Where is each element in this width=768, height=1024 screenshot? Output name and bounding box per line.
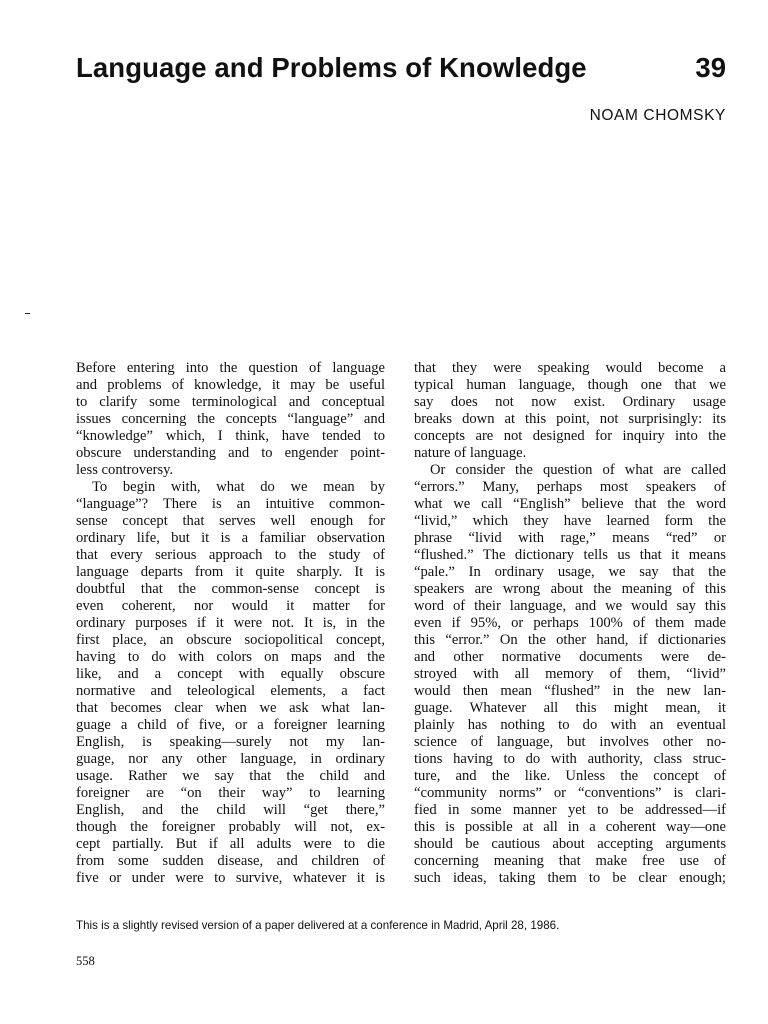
text-line: ordinary purposes if it were not. It is, in the <box>76 615 385 631</box>
text-line: issues concerning the concepts “language” and <box>76 411 385 427</box>
text-line: stroyed with all memory of them, “livid” <box>414 666 726 682</box>
text-line: fied in some manner yet to be addressed—if <box>414 802 726 818</box>
text-line: “pale.” In ordinary usage, we say that the <box>414 564 726 580</box>
text-line: Before entering into the question of language <box>76 360 385 376</box>
text-line: obscure understanding and to engender point- <box>76 445 385 461</box>
text-line: plainly has nothing to do with an eventual <box>414 717 726 733</box>
footnote: This is a slightly revised version of a paper delivered at a conference in Madrid, April 28, 1986. <box>76 919 560 932</box>
text-line: five or under were to survive, whatever it is <box>76 870 385 886</box>
text-line: English, is speaking—surely not my lan- <box>76 734 385 750</box>
text-line: language departs from it quite sharply. It is <box>76 564 385 580</box>
text-line: “flushed.” The dictionary tells us that it means <box>414 547 726 563</box>
text-line: foreigner are “on their way” to learning <box>76 785 385 801</box>
text-line: science of language, but involves other no- <box>414 734 726 750</box>
text-line: this “error.” On the other hand, if dictionaries <box>414 632 726 648</box>
text-line: that they were speaking would become a <box>414 360 726 376</box>
text-line: and problems of knowledge, it may be useful <box>76 377 385 393</box>
text-line: doubtful that the common-sense concept is <box>76 581 385 597</box>
text-line: “knowledge” which, I think, have tended to <box>76 428 385 444</box>
text-line: usage. Rather we say that the child and <box>76 768 385 784</box>
text-line: this is possible at all in a coherent way—one <box>414 819 726 835</box>
text-line: guage. Whatever all this might mean, it <box>414 700 726 716</box>
text-line: that becomes clear when we ask what lan- <box>76 700 385 716</box>
margin-mark <box>25 313 30 314</box>
text-line: what we call “English” believe that the word <box>414 496 726 512</box>
text-line: and other normative documents were de- <box>414 649 726 665</box>
text-line: like, and a concept with equally obscure <box>76 666 385 682</box>
text-line: tions having to do with authority, class struc- <box>414 751 726 767</box>
text-line: word of their language, and we would say this <box>414 598 726 614</box>
text-line: normative and teleological elements, a fact <box>76 683 385 699</box>
text-line: having to do with colors on maps and the <box>76 649 385 665</box>
text-line: that every serious approach to the study of <box>76 547 385 563</box>
text-line: typical human language, though one that we <box>414 377 726 393</box>
chapter-number: 39 <box>695 52 726 83</box>
text-line: say does not now exist. Ordinary usage <box>414 394 726 410</box>
text-line: concepts are not designed for inquiry into the <box>414 428 726 444</box>
page-title: Language and Problems of Knowledge <box>76 52 587 83</box>
text-line: “language”? There is an intuitive common- <box>76 496 385 512</box>
text-line: “livid,” which they have learned form the <box>414 513 726 529</box>
text-line: cept partially. But if all adults were to die <box>76 836 385 852</box>
text-line: speakers are wrong about the meaning of this <box>414 581 726 597</box>
text-line: phrase “livid with rage,” means “red” or <box>414 530 726 546</box>
right-column <box>414 360 726 887</box>
text-line: sense concept that serves well enough for <box>76 513 385 529</box>
text-line: ture, and the like. Unless the concept of <box>414 768 726 784</box>
text-line: breaks down at this point, not surprisingly: its <box>414 411 726 427</box>
text-line: even coherent, nor would it matter for <box>76 598 385 614</box>
text-line: “errors.” Many, perhaps most speakers of <box>414 479 726 495</box>
left-column <box>76 360 385 887</box>
text-line: concerning meaning that make free use of <box>414 853 726 869</box>
author-name: NOAM CHOMSKY <box>589 107 726 124</box>
text-line: Or consider the question of what are called <box>430 462 726 478</box>
text-line: first place, an obscure sociopolitical concept, <box>76 632 385 648</box>
text-line: ordinary life, but it is a familiar observation <box>76 530 385 546</box>
text-line: less controversy. <box>76 462 174 478</box>
text-line: even if 95%, or perhaps 100% of them made <box>414 615 726 631</box>
text-line: To begin with, what do we mean by <box>92 479 385 495</box>
text-line: “community norms” or “conventions” is clari- <box>414 785 726 801</box>
text-line: from some sudden disease, and children of <box>76 853 385 869</box>
text-line: English, and the child will “get there,” <box>76 802 385 818</box>
page-number: 558 <box>76 954 95 968</box>
text-line: such ideas, taking them to be clear enough; <box>414 870 726 886</box>
text-line: though the foreigner probably will not, ex- <box>76 819 385 835</box>
text-line: nature of language. <box>414 445 527 461</box>
text-line: guage, nor any other language, in ordinary <box>76 751 385 767</box>
text-line: guage a child of five, or a foreigner learning <box>76 717 385 733</box>
text-line: to clarify some terminological and conceptual <box>76 394 385 410</box>
text-line: would then mean “flushed” in the new lan- <box>414 683 726 699</box>
text-line: should be cautious about accepting arguments <box>414 836 726 852</box>
